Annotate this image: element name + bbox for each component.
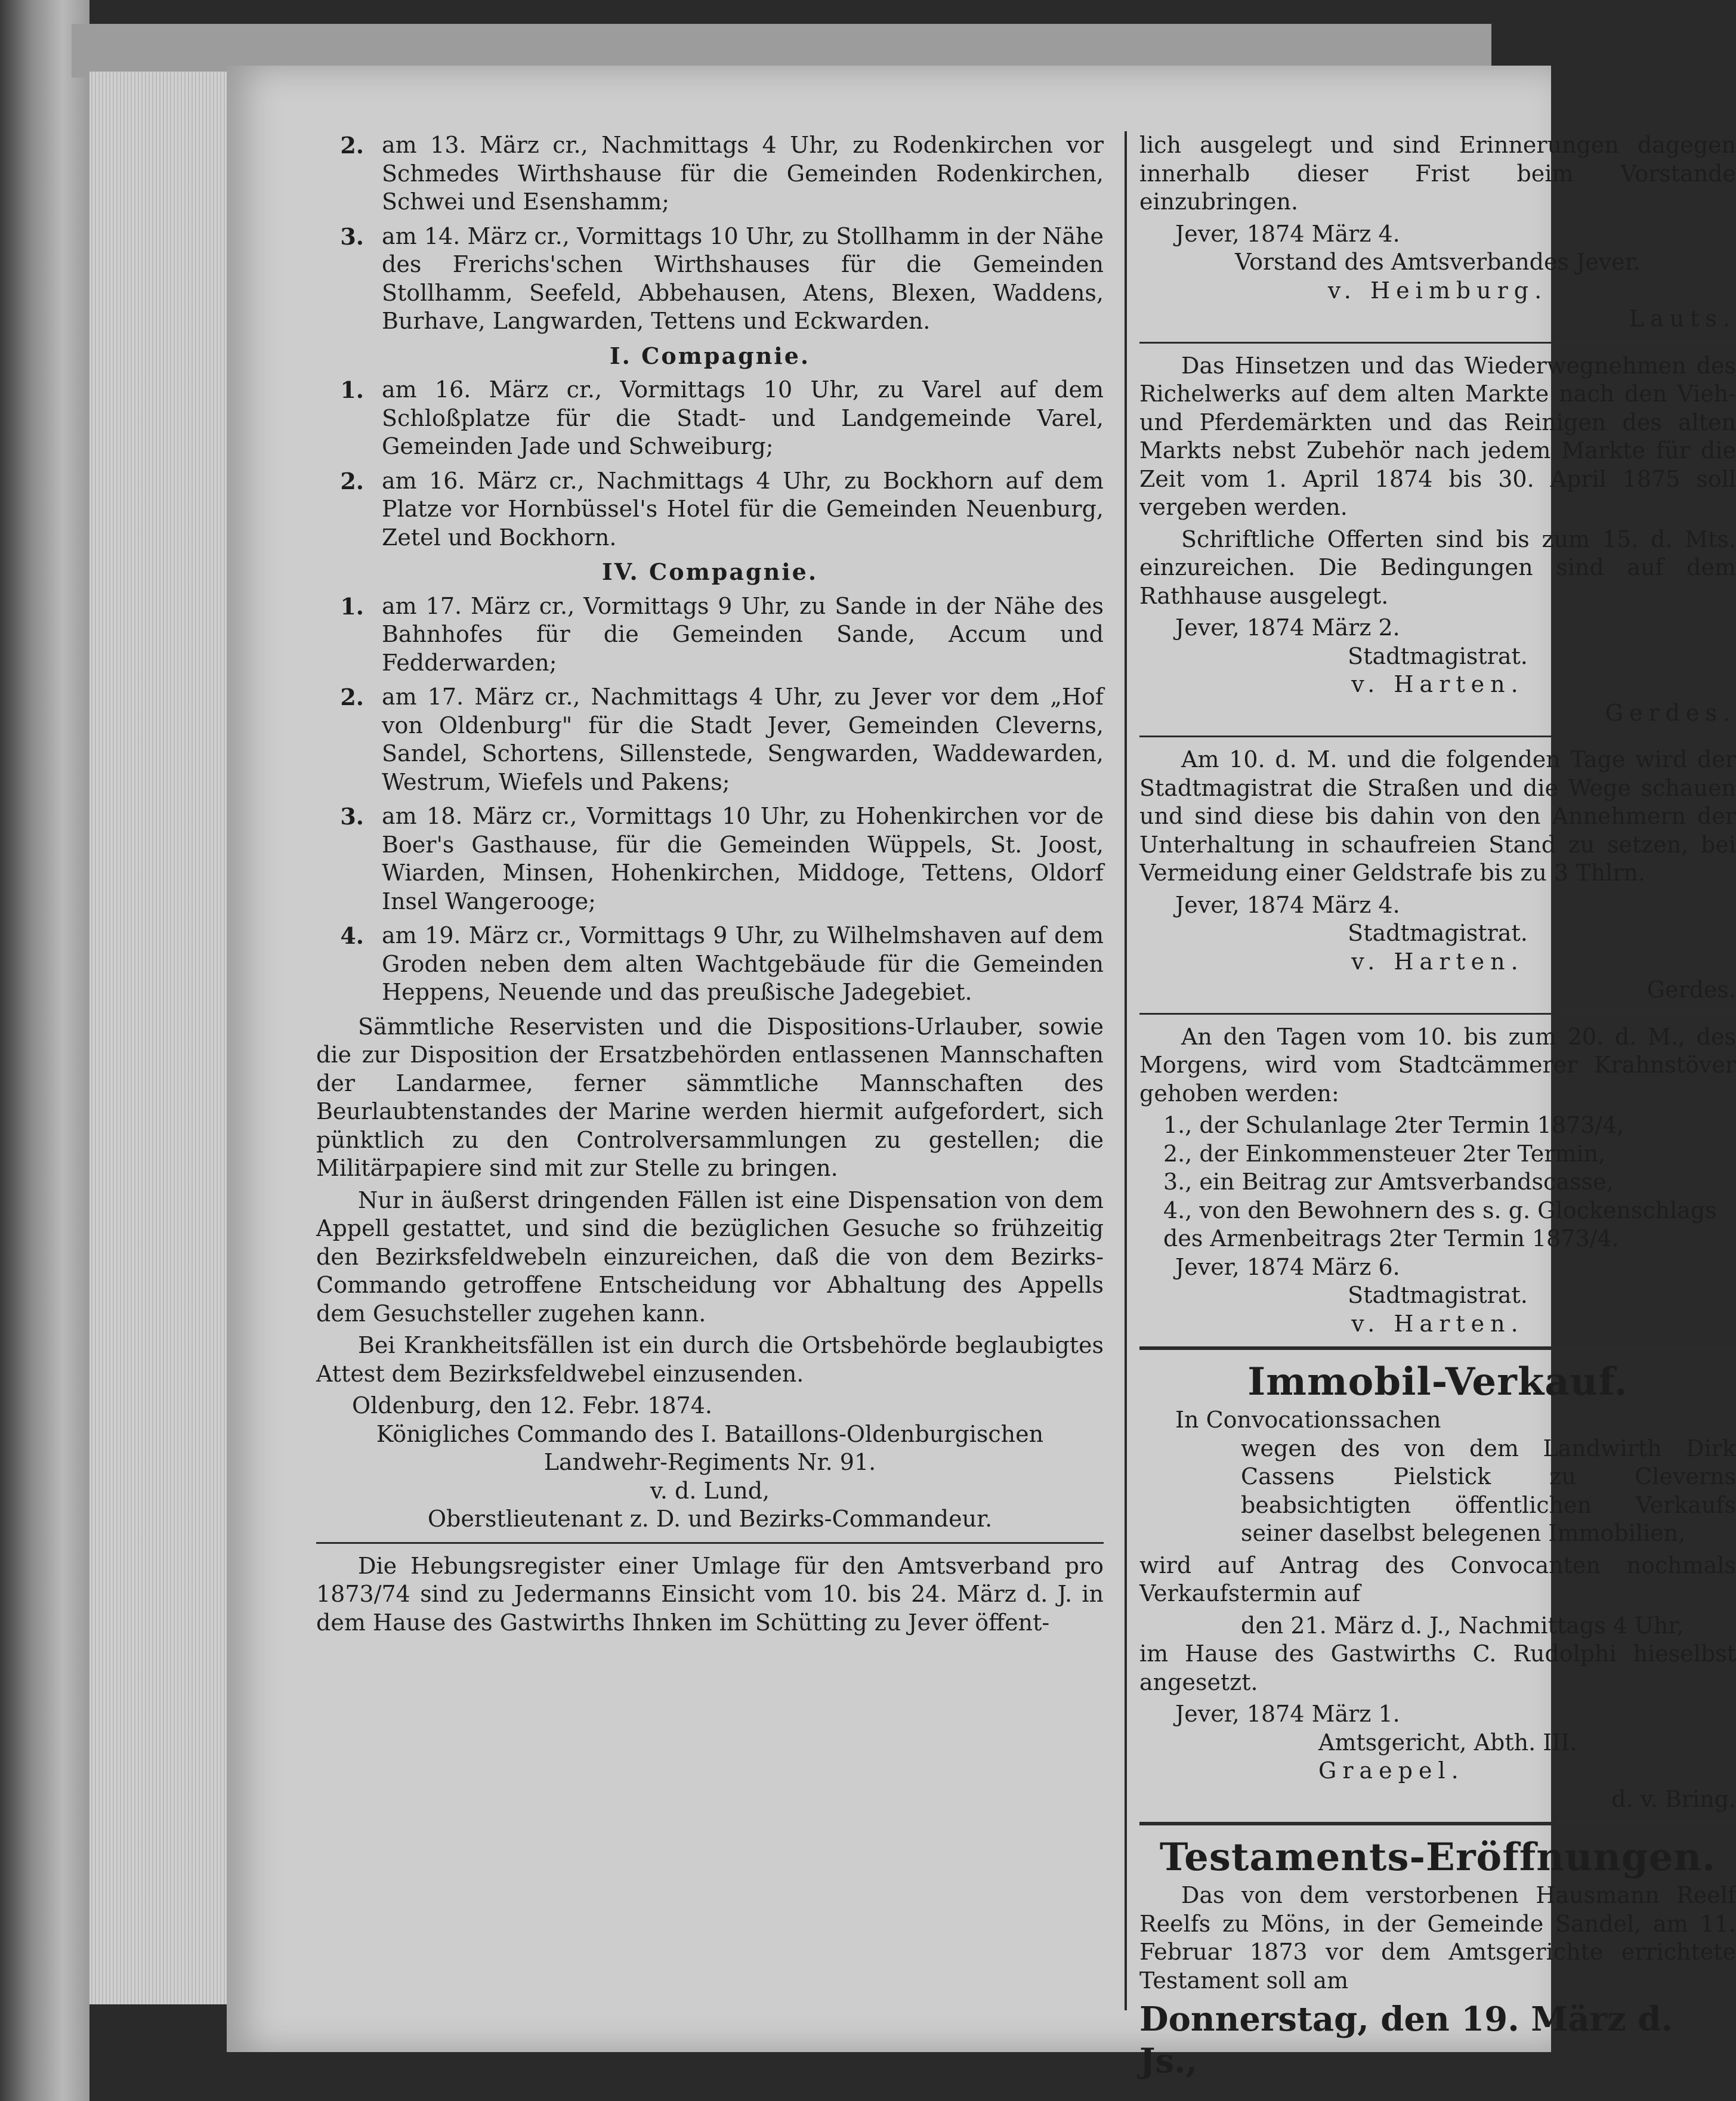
item-number: 1. (340, 592, 364, 620)
paragraph: wird auf Antrag des Convocanten nochmals Verkaufstermin auf (1139, 1552, 1736, 1606)
right-column (1139, 131, 1736, 2082)
signature-secretary: Gerdes. (1647, 977, 1736, 1003)
separator-rule (1139, 342, 1736, 344)
separator-rule (1139, 1013, 1736, 1015)
paragraph: Bei Krankheitsfällen ist ein durch die Ortsbehörde beglaubigtes Attest dem Bezirksfeldwebel einzusenden. (316, 1332, 1104, 1387)
paragraph: Sämmtliche Reservisten und die Dispositions-Urlauber, sowie die zur Disposition der Ersatzbehörden entlassenen Mannschaften der Landarmee, ferner sämmtliche Mannschaften des Beurlaubtenstandes der Marine werden hiermit aufgefordert, sich pünktlich zu den Controlversammlungen zu gestellen; die Militärpapiere sind mit zur Stelle zu bringen. (316, 1013, 1104, 1181)
signature-block: Stadtmagistrat. (1348, 642, 1528, 669)
item-text: am 18. März cr., Vormittags 10 Uhr, zu Hohenkirchen vor de Boer's Gasthause, für die Gemeinden Wüppels, St. Joost, Wiarden, Minsen, Hohenkirchen, Middoge, Tettens, Oldorf Insel Wangerooge; (382, 803, 1104, 914)
item-text: am 19. März cr., Vormittags 9 Uhr, zu Wilhelmshaven auf dem Groden neben dem alten Wachtgebäude für die Gemeinden Heppens, Neuende und das preußische Jadegebiet. (382, 922, 1104, 1005)
signature-block: Königliches Commando des I. Bataillons-Oldenburgischen Landwehr-Regiments Nr. 91. (376, 1420, 1044, 1475)
item-text: am 14. März cr., Vormittags 10 Uhr, zu Stollhamm in der Nähe des Frerichs'schen Wirthshauses für die Gemeinden Stollhamm, Seefeld, Abbehausen, Atens, Blexen, Waddens, Burhave, Langwarden, Tettens und Eckwarden. (382, 223, 1104, 334)
signature-name: v. d. Lund, (650, 1477, 770, 1504)
list-item (316, 376, 1104, 461)
signature-block: Amtsgericht, Abth. III. (1318, 1729, 1577, 1756)
list-item: 2., der Einkommensteuer 2ter Termin, (1163, 1140, 1606, 1167)
paragraph: In Convocationssachen (1175, 1407, 1441, 1433)
list-item (316, 223, 1104, 336)
signature-name: v. Harten. (1351, 948, 1524, 975)
signature-secretary: Gerdes. (1605, 699, 1736, 726)
paragraph: Schriftliche Offerten sind bis zum 15. d. Mts. einzureichen. Die Bedingungen sind auf dem Rathhause ausgelegt. (1139, 526, 1736, 609)
paragraph: wegen des von dem Landwirth Dirk Cassens Pielstick zu Cleverns beabsichtigten öffentlichen Verkaufs seiner daselbst belegenen Immobilien, (1241, 1435, 1736, 1546)
section-heading: IV. Compagnie. (601, 558, 818, 585)
item-number: 3. (340, 803, 364, 830)
dateline: Oldenburg, den 12. Febr. 1874. (352, 1392, 712, 1419)
paragraph: Das Hinsetzen und das Wiederwegnehmen des Richelwerks auf dem alten Markte nach den Vieh- und Pferdemärkten und das Reinigen des alten Markts nebst Zubehör nach jedem Markte für die Zeit vom 1. April 1874 bis 30. April 1875 soll vergeben werden. (1139, 352, 1736, 520)
signature-block: Vorstand des Amtsverbandes Jever. (1235, 249, 1641, 275)
separator-rule (316, 1542, 1104, 1544)
book-binding (0, 0, 89, 2101)
dateline: Jever, 1874 März 4. (1175, 891, 1400, 918)
dateline: Jever, 1874 März 2. (1175, 614, 1400, 641)
signature-block: Stadtmagistrat. (1348, 1282, 1528, 1308)
section-title: Immobil-Verkauf. (1247, 1360, 1628, 1404)
paragraph: lich ausgelegt und sind Erinnerungen dagegen innerhalb dieser Frist beim Vorstande einzubringen. (1139, 132, 1736, 215)
item-number: 2. (340, 132, 364, 159)
list-item (316, 131, 1104, 217)
signature-title: Oberstlieutenant z. D. und Bezirks-Commandeur. (427, 1506, 993, 1532)
item-text: am 16. März cr., Vormittags 10 Uhr, zu Varel auf dem Schloßplatze für die Stadt- und Landgemeinde Varel, Gemeinden Jade und Schweiburg; (382, 376, 1104, 459)
list-item (316, 683, 1104, 796)
item-number: 2. (340, 684, 364, 710)
signature-name: v. Heimburg. (1327, 277, 1548, 304)
section-heading: I. Compagnie. (609, 342, 811, 369)
item-text: am 16. März cr., Nachmittags 4 Uhr, zu Bockhorn auf dem Platze vor Hornbüssel's Hotel für die Gemeinden Neuenburg, Zetel und Bockhorn. (382, 467, 1104, 551)
left-column (316, 131, 1104, 1640)
paragraph: Donnerstag, den 19. März d. Js., (1139, 2000, 1673, 2081)
dateline: Jever, 1874 März 6. (1175, 1253, 1400, 1280)
paragraph: Am 10. d. M. und die folgenden Tage wird der Stadtmagistrat die Straßen und die Wege schauen und sind diese bis dahin von den Annehmern der Unterhaltung in schaufreien Stand zu setzen, bei Vermeidung einer Geldstrafe bis zu 3 Thlrn. (1139, 746, 1736, 886)
page-edges (89, 72, 227, 2004)
list-item (316, 467, 1104, 552)
paragraph: Nur in äußerst dringenden Fällen ist eine Dispensation von dem Appell gestattet, und sind die bezüglichen Gesuche so frühzeitig den Bezirksfeldwebeln einzureichen, daß die von dem Bezirks-Commando getroffene Entscheidung vor Abhaltung des Appells dem Gesuchsteller zugehen kann. (316, 1187, 1104, 1327)
item-number: 1. (340, 376, 364, 403)
separator-rule (1139, 1822, 1736, 1825)
dateline: Jever, 1874 März 4. (1175, 220, 1400, 247)
signature-secretary: d. v. Bring. (1611, 1785, 1736, 1812)
paragraph: im Hause des Gastwirths C. Rudolphi hieselbst angesetzt. (1139, 1640, 1736, 1695)
signature-name: v. Harten. (1351, 671, 1524, 697)
newspaper-page (227, 66, 1736, 2081)
item-number: 3. (340, 223, 364, 250)
signature-secretary: Lauts. (1629, 305, 1736, 332)
separator-rule (1139, 1346, 1736, 1350)
list-item (316, 802, 1104, 916)
section-title: Testaments-Eröffnungen. (1159, 1835, 1716, 1880)
paragraph: Die Hebungsregister einer Umlage für den Amtsverband pro 1873/74 sind zu Jedermanns Einsicht vom 10. bis 24. März d. J. in dem Hause des Gastwirths Ihnken im Schütting zu Jever öffent- (316, 1552, 1104, 1636)
item-number: 2. (340, 467, 364, 495)
item-number: 4. (340, 922, 364, 949)
signature-name: Graepel. (1318, 1757, 1465, 1784)
separator-rule (1139, 736, 1736, 737)
paragraph: An den Tagen vom 10. bis zum 20. d. M., des Morgens, wird vom Stadtcämmerer Krahnstöver gehoben werden: (1139, 1023, 1736, 1107)
column-divider (1125, 131, 1127, 2010)
dateline: Jever, 1874 März 1. (1175, 1701, 1400, 1727)
list-item: 3., ein Beitrag zur Amtsverbandscasse, (1163, 1169, 1614, 1195)
signature-block: Stadtmagistrat. (1348, 920, 1528, 946)
list-item (316, 922, 1104, 1007)
signature-name: v. Harten. (1351, 1310, 1524, 1337)
item-text: am 13. März cr., Nachmittags 4 Uhr, zu Rodenkirchen vor Schmedes Wirthshause für die Gemeinden Rodenkirchen, Schwei und Esenshamm; (382, 132, 1104, 215)
item-text: am 17. März cr., Vormittags 9 Uhr, zu Sande in der Nähe des Bahnhofes für die Gemeinden Sande, Accum und Fedderwarden; (382, 592, 1104, 676)
paragraph: den 21. März d. J., Nachmittags 4 Uhr, (1241, 1612, 1684, 1639)
list-item: 4., von den Bewohnern des s. g. Glockenschlags des Armenbeitrags 2ter Termin 1873/4. (1163, 1197, 1717, 1252)
list-item: 1., der Schulanlage 2ter Termin 1873/4, (1163, 1112, 1624, 1138)
paragraph: Das von dem verstorbenen Hausmann Reelf Reelfs zu Möns, in der Gemeinde Sandel, am 11. Februar 1873 vor dem Amtsgerichte errichtete Testament soll am (1139, 1882, 1736, 1994)
item-text: am 17. März cr., Nachmittags 4 Uhr, zu Jever vor dem „Hof von Oldenburg" für die Stadt Jever, Gemeinden Cleverns, Sandel, Schortens, Sillenstede, Sengwarden, Waddewarden, Westrum, Wiefels und Pakens; (382, 684, 1104, 795)
list-item (316, 592, 1104, 678)
